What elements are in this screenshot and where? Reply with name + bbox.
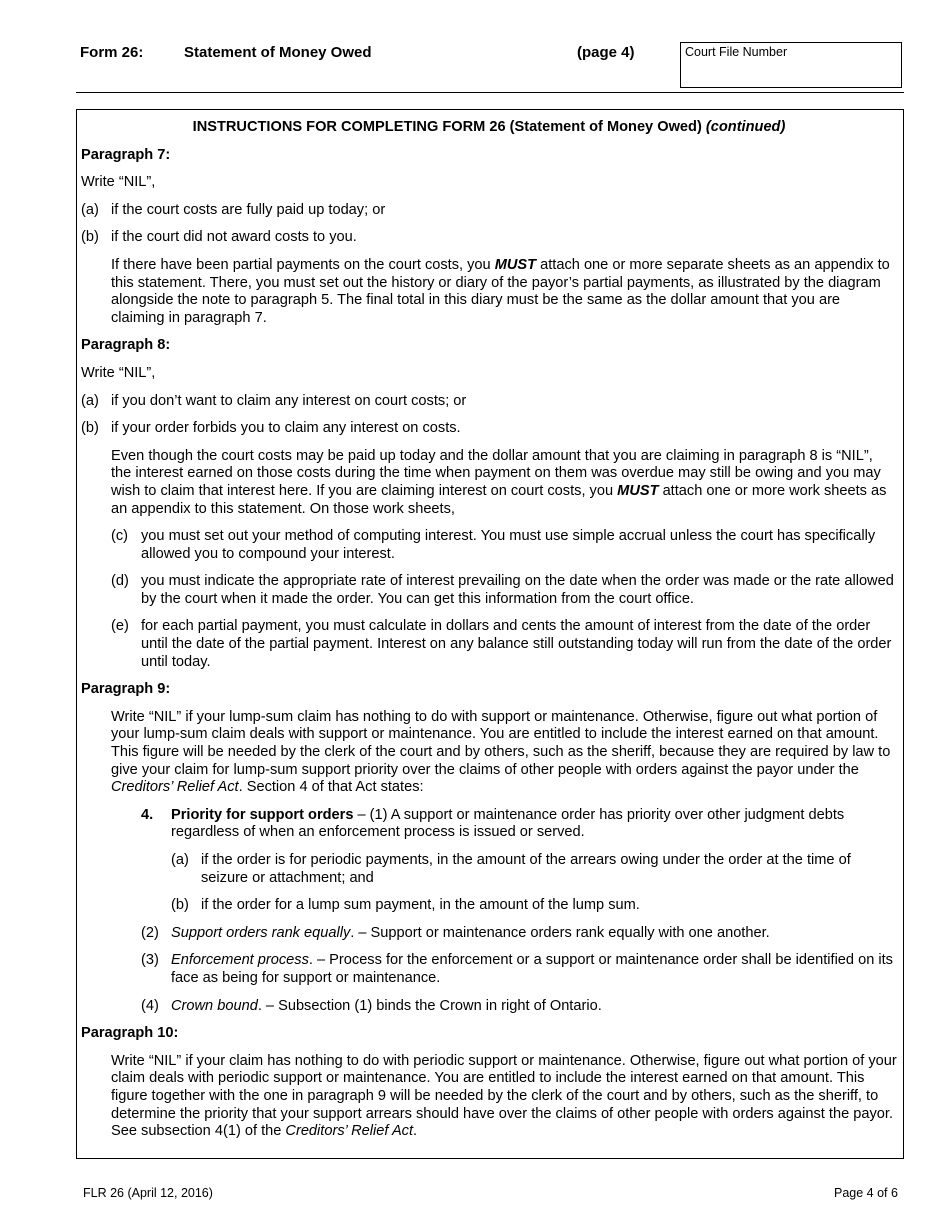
body-text: Even though the court costs may be paid up today and the dollar amount that you are claiming in paragraph 8 is “NIL”, the interest earned on those costs during the time when payment on them was overdue may still be owing and you may wish to claim that interest here. If you are claiming interest on court costs, you bbox=[111, 447, 881, 499]
list-marker: (4) bbox=[141, 997, 159, 1014]
section-4-subsection-3 bbox=[141, 952, 897, 987]
subsection-title: Crown bound bbox=[171, 997, 258, 1014]
act-name: Creditors’ Relief Act bbox=[111, 779, 239, 796]
form-number: Form 26: bbox=[80, 44, 144, 61]
body-text: . – Subsection (1) binds the Crown in right of Ontario. bbox=[257, 997, 602, 1014]
instructions-title-text: INSTRUCTIONS FOR COMPLETING FORM 26 (Statement of Money Owed) bbox=[192, 119, 702, 135]
list-marker: (a) bbox=[171, 852, 189, 868]
form-header bbox=[0, 0, 950, 95]
list-marker: (a) bbox=[81, 201, 99, 218]
body-text: If there have been partial payments on the court costs, you bbox=[111, 256, 495, 273]
paragraph-7-body bbox=[111, 257, 897, 327]
list-marker: (a) bbox=[81, 392, 99, 409]
paragraph-8-item-e bbox=[111, 618, 897, 671]
list-text: if the order is for periodic payments, in the amount of the arrears owing under the order at the time of seizure or attachment; and bbox=[201, 852, 851, 886]
paragraph-8-item-a bbox=[81, 393, 897, 411]
section-4-item bbox=[141, 807, 897, 842]
body-text: . bbox=[413, 1123, 418, 1140]
instructions-title-continued: (continued) bbox=[705, 119, 786, 135]
court-file-number-label: Court File Number bbox=[685, 45, 788, 59]
list-marker: (d) bbox=[111, 573, 129, 590]
section-4-subsection-4 bbox=[141, 998, 897, 1016]
list-marker: (e) bbox=[111, 618, 129, 635]
body-text: . – Process for the enforcement or a support or maintenance order shall be identified on its face as being for support or maintenance. bbox=[171, 952, 893, 986]
header-divider bbox=[76, 92, 904, 93]
list-marker: (2) bbox=[141, 924, 159, 941]
paragraph-7-heading: Paragraph 7: bbox=[81, 146, 171, 163]
list-marker: (b) bbox=[81, 229, 99, 246]
paragraph-9-body-1: Write “NIL” if your lump-sum claim has nothing to do with support or maintenance. Otherwise, figure out what portion of your lump-sum claim deals with support or maintenance. You are entitled to include the interest earned on that amount. bbox=[111, 708, 879, 743]
section-heading: Priority for support orders bbox=[171, 806, 354, 823]
body-text: Write “NIL” if your claim has nothing to do with periodic support or maintenance. Otherwise, figure out what portion of your claim deals with periodic support or maintenance. You are entitled to include the interest earned on that amount. This figure together with the one in paragraph 9 will be needed by the clerk of the court and by others, such as the sheriff, to determine the priority that your support arrears should have over the claims of other people with orders against the payor. See subsection 4(1) of the bbox=[111, 1052, 897, 1140]
list-text: you must indicate the appropriate rate of interest prevailing on the date when the order was made or the rate allowed by the court when it made the order. You can get this information from the court office. bbox=[141, 573, 894, 607]
paragraph-9-body-2 bbox=[111, 744, 897, 797]
list-text: if your order forbids you to claim any interest on costs. bbox=[111, 420, 461, 437]
section-text bbox=[171, 807, 897, 842]
body-text: . Section 4 of that Act states: bbox=[238, 779, 424, 796]
instructions-box bbox=[76, 109, 904, 1159]
list-text bbox=[171, 925, 770, 943]
form-title: Statement of Money Owed bbox=[184, 44, 372, 61]
list-marker: (c) bbox=[111, 528, 129, 545]
paragraph-8-intro: Write “NIL”, bbox=[81, 364, 156, 381]
section-4-sub-a bbox=[171, 852, 897, 887]
must-emphasis: MUST bbox=[617, 482, 659, 499]
body-text: This figure will be needed by the clerk of the court and by others, such as the sheriff, because they are required by law to give your claim for lump-sum support priority over the claims of other people with orders against the payor under the bbox=[111, 744, 891, 778]
body-text: . – Support or maintenance orders rank equally with one another. bbox=[350, 924, 770, 941]
paragraph-8-item-d bbox=[111, 573, 897, 608]
paragraph-7-item-b bbox=[81, 229, 897, 247]
court-file-number-field[interactable] bbox=[680, 42, 902, 88]
list-text bbox=[171, 998, 602, 1016]
paragraph-7-item-a bbox=[81, 202, 897, 220]
body-text: attach one or more separate sheets as an appendix to this statement. There, you must set out the history or diary of the payor’s partial payments, as illustrated by the diagram alongside the note to paragraph 5. The final total in this diary must be the same as the dollar amount that you are claiming in paragraph 7. bbox=[111, 256, 890, 326]
list-marker: (3) bbox=[141, 952, 159, 969]
instructions-title bbox=[81, 119, 897, 137]
list-marker: (b) bbox=[171, 897, 189, 914]
form-version: FLR 26 (April 12, 2016) bbox=[83, 1186, 213, 1200]
list-text: if the court did not award costs to you. bbox=[111, 229, 357, 246]
paragraph-8-item-c bbox=[111, 528, 897, 563]
subsection-title: Support orders rank equally bbox=[171, 924, 351, 941]
list-text: you must set out your method of computing interest. You must use simple accrual unless the court has specifically allowed you to compound your interest. bbox=[141, 528, 876, 562]
list-text: for each partial payment, you must calculate in dollars and cents the amount of interest from the date of the order until the date of the partial payment. Interest on any balance still outstanding today will run from the date of the order until today. bbox=[141, 618, 892, 670]
section-4-subsection-2 bbox=[141, 925, 897, 943]
paragraph-8-item-b bbox=[81, 420, 897, 438]
body-text: attach one or more work sheets as an appendix to this statement. On those work sheets, bbox=[111, 482, 887, 517]
paragraph-10-body bbox=[111, 1053, 897, 1141]
list-text: if the court costs are fully paid up today; or bbox=[111, 201, 386, 218]
paragraph-7-intro: Write “NIL”, bbox=[81, 174, 156, 191]
section-4-sub-b bbox=[171, 897, 897, 915]
act-name: Creditors’ Relief Act bbox=[285, 1123, 414, 1140]
list-text: if you don’t want to claim any interest on court costs; or bbox=[111, 392, 467, 409]
list-marker: (b) bbox=[81, 420, 99, 437]
subsection-title: Enforcement process bbox=[171, 952, 309, 969]
body-text: – (1) A support or maintenance order has priority over other judgment debts regardless of when an enforcement process is issued or served. bbox=[171, 806, 845, 841]
page-number: Page 4 of 6 bbox=[834, 1186, 898, 1200]
page-indicator: (page 4) bbox=[577, 44, 635, 61]
section-number: 4. bbox=[141, 806, 154, 823]
must-emphasis: MUST bbox=[494, 256, 537, 273]
list-text: if the order for a lump sum payment, in the amount of the lump sum. bbox=[201, 897, 640, 914]
paragraph-10-heading: Paragraph 10: bbox=[81, 1025, 179, 1042]
paragraph-9-heading: Paragraph 9: bbox=[81, 681, 171, 698]
paragraph-8-heading: Paragraph 8: bbox=[81, 337, 171, 354]
list-text bbox=[171, 952, 897, 987]
paragraph-8-body bbox=[111, 448, 897, 518]
